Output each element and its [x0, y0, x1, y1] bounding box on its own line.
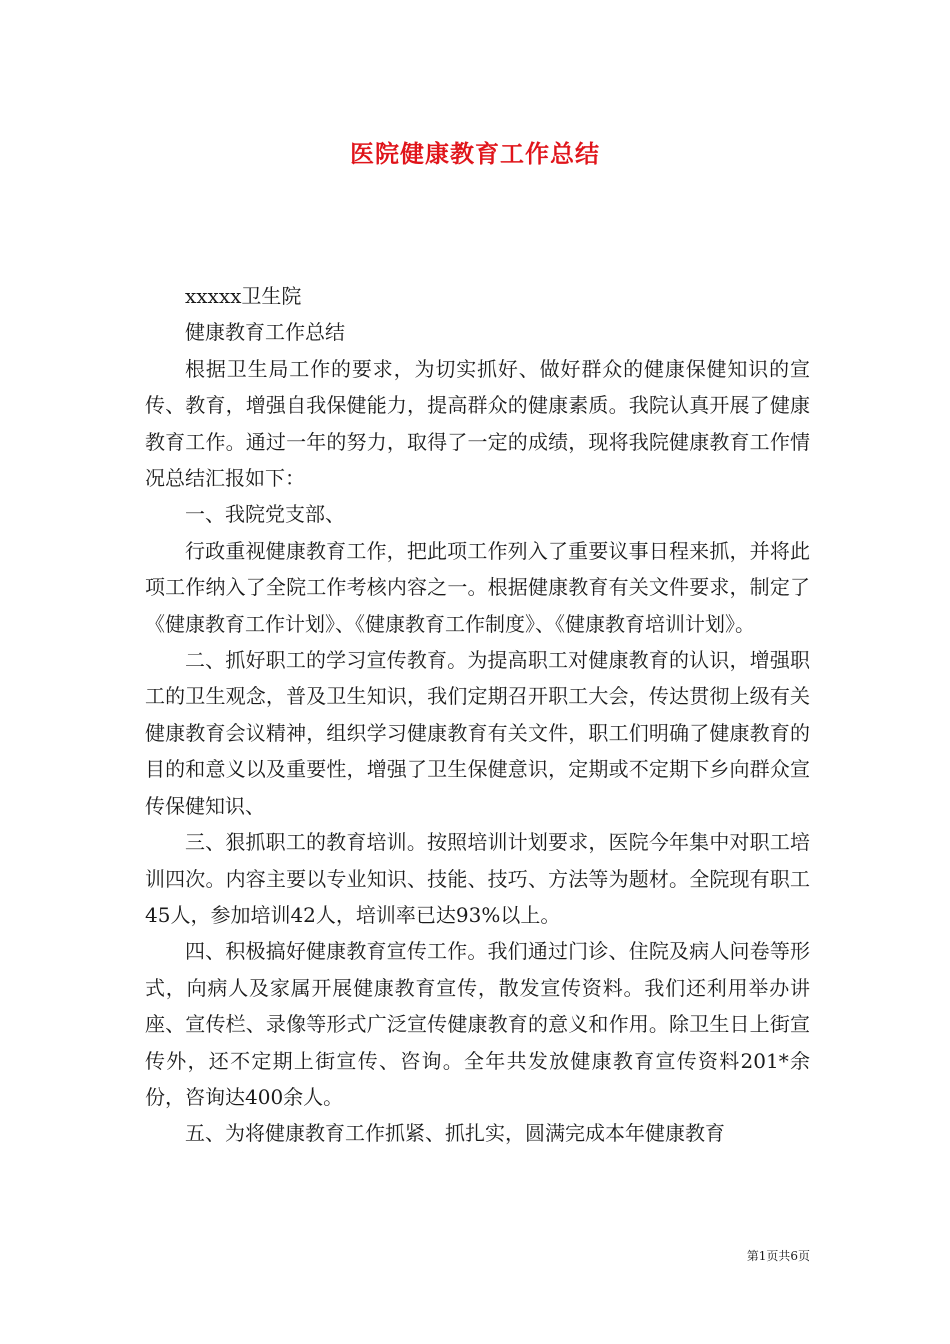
- subtitle-line: 健康教育工作总结: [185, 320, 345, 345]
- section-1-heading: 一、我院党支部、: [185, 502, 345, 527]
- page-number: 第1页共6页: [746, 1249, 810, 1263]
- section-2-paragraph: 二、抓好职工的学习宣传教育。为提高职工对健康教育的认识，增强职工的卫生观念，普及卫生知识，我们定期召开职工大会，传达贯彻上级有关健康教育会议精神，组织学习健康教育有关文件，职工们明确了健康教育的目的和意义以及重要性，增强了卫生保健意识，定期或不定期下乡向群众宣传保健知识、: [145, 648, 810, 818]
- document-body: [145, 278, 810, 1152]
- section-3-paragraph: 三、狠抓职工的教育培训。按照培训计划要求，医院今年集中对职工培训四次。内容主要以专业知识、技能、技巧、方法等为题材。全院现有职工45人，参加培训42人，培训率已达93%以上。: [145, 830, 810, 927]
- document-title: 医院健康教育工作总结: [350, 139, 600, 168]
- section-5-paragraph: 五、为将健康教育工作抓紧、抓扎实，圆满完成本年健康教育: [185, 1121, 725, 1146]
- intro-paragraph: 根据卫生局工作的要求，为切实抓好、做好群众的健康保健知识的宣传、教育，增强自我保健能力，提高群众的健康素质。我院认真开展了健康教育工作。通过一年的努力，取得了一定的成绩，现将我院健康教育工作情况总结汇报如下：: [145, 356, 810, 491]
- org-name-line: xxxxx卫生院: [185, 284, 302, 308]
- section-4-paragraph: 四、积极搞好健康教育宣传工作。我们通过门诊、住院及病人问卷等形式，向病人及家属开展健康教育宣传，散发宣传资料。我们还利用举办讲座、宣传栏、录像等形式广泛宣传健康教育的意义和作用。除卫生日上街宣传外，还不定期上街宣传、咨询。全年共发放健康教育宣传资料201*余份，咨询达400余人。: [145, 939, 810, 1109]
- section-1-paragraph: 行政重视健康教育工作，把此项工作列入了重要议事日程来抓，并将此项工作纳入了全院工作考核内容之一。根据健康教育有关文件要求，制定了《健康教育工作计划》、《健康教育工作制度》、《健康教育培训计划》。: [145, 538, 810, 636]
